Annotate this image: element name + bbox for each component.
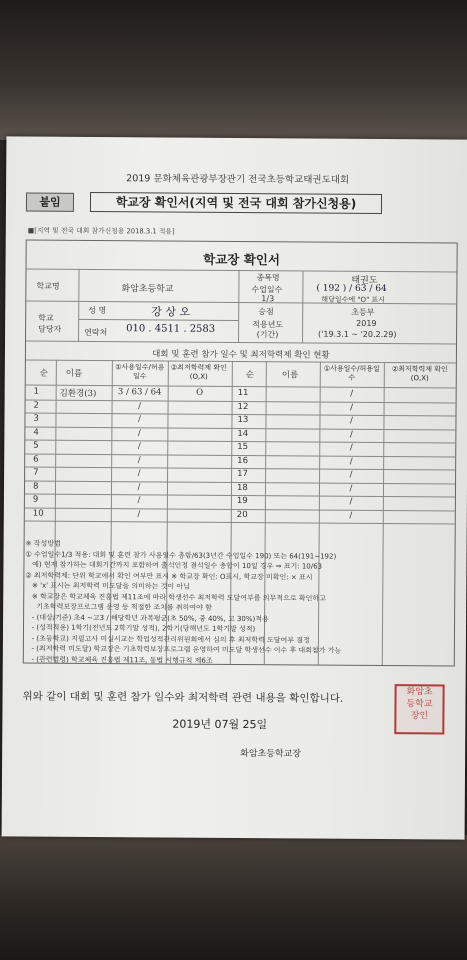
level-label: 승점 [258, 307, 274, 317]
instruction-line: ※ 작성방법 [25, 539, 61, 548]
col-days-right: ①사용일수/허용일수 [323, 364, 380, 382]
instruction-line: ② 최저학력제: 단위 학교에서 확인 여부만 표시 ※ 학교장 확인: O표시, 학교장 미확인: × 표시 [25, 571, 313, 582]
phone-label: 연락처 [84, 327, 108, 338]
signature-date: 2019년 07월 25일 [172, 717, 268, 732]
instruction-line: - (성적적용) 1학기(전년도 2학기말 성적), 2학기(당해년도 1학기말 성적) [24, 623, 256, 634]
row-number-right: 11 [237, 388, 249, 399]
divider [238, 270, 240, 342]
student-name: 김환경(3) [59, 388, 97, 400]
teacher-name: 강 상 오 [151, 305, 191, 319]
days-used-right: / [349, 415, 353, 426]
days-used: / [137, 508, 141, 519]
days-used: / [137, 468, 141, 479]
year-label: 적용년도 (기간) [252, 320, 284, 340]
instruction-line: ※ 학교장은 학교체육 진흥법 제11조에 따라 학생선수 최저학력 도달여부를 의무적으로 확인하고 [25, 592, 326, 603]
year-value: 2019 [356, 318, 377, 328]
row-number: 8 [32, 481, 39, 492]
col-check: ②최저학력제 확인(O,X) [170, 363, 227, 381]
form-version-note: ■[지역 및 전국 대회 참가신청용 2018.3.1 적용] [27, 226, 175, 236]
divider [382, 362, 385, 665]
teacher-label: 학교 담당자 [38, 313, 62, 334]
col-no-right: 순 [245, 370, 255, 381]
divider [302, 270, 304, 342]
days-used: / [137, 481, 141, 492]
row-number: 9 [32, 494, 39, 505]
days-used-right: / [349, 456, 353, 467]
divider [78, 269, 80, 341]
days-used: / [137, 441, 141, 452]
row-number: 6 [33, 454, 39, 465]
days-used: / [138, 414, 141, 425]
row-number-right: 12 [237, 401, 249, 412]
row-divider [25, 521, 455, 525]
official-seal: 화암초 등학교 장인 [394, 684, 444, 734]
instruction-line: ※ 'x' 표시는 최저학력 미도달을 의미하는 것이 아님 [25, 581, 190, 591]
row-number-right: 20 [236, 509, 248, 520]
row-number: 1 [33, 386, 40, 397]
days-used: / [137, 495, 141, 506]
row-number: 5 [33, 440, 39, 451]
row-number-right: 16 [237, 455, 249, 466]
instruction-line: - (최저학력 미도달) 학교장은 기초학력보장프로그램 운영하여 미도달 학생선수 이수 후 대회참가 가능 [24, 644, 342, 655]
document-title: 학교장 확인서 [203, 251, 281, 268]
row-number-right: 17 [237, 469, 248, 480]
phone-number: 010 . 4511 . 2583 [126, 323, 216, 335]
col-days: ①사용일수/허용일수 [115, 363, 165, 381]
event-label: 종목명 [256, 273, 280, 283]
days-used-right: / [350, 388, 354, 399]
class-days-value: ( 192 ) / 63 / 64 [316, 283, 387, 295]
row-number-right: 14 [237, 428, 249, 439]
row-number: 4 [33, 427, 39, 438]
instruction-line: ① 수업일수1/3 적용: 대회 및 훈련 참가 사용일수 총합/63(3년간 수업일수 190) 또는 64(191~192) [25, 550, 337, 561]
school-name: 화암초등학교 [121, 284, 174, 295]
divider [26, 301, 456, 305]
competition-title: 2019 문화체육관광부장관기 전국초등학교태권도대회 [126, 173, 350, 186]
days-used: 3 / 63 / 64 [117, 387, 162, 398]
days-used-right: / [349, 429, 353, 440]
row-number-right: 13 [237, 415, 249, 426]
col-check-right: ②최저학력제 확인(O,X) [391, 365, 448, 383]
instruction-line: 예) 현재 참가하는 대회기간까지 포함하여 출석인정 결석일수 총합이 10일 경우 ⇒ 표기: 10/63 [25, 560, 323, 571]
class-days-label: 수업일수 [251, 285, 283, 295]
days-used-right: / [349, 496, 353, 507]
days-used-right: / [349, 469, 353, 480]
instruction-line: 기초학력보장프로그램 운영 등 적절한 조치를 취하여야 함 [25, 602, 212, 612]
document-paper [2, 136, 467, 839]
days-used: / [137, 427, 141, 438]
level-value: 초등부 [351, 307, 375, 317]
name-label: 성 명 [88, 305, 107, 316]
days-used-right: / [349, 510, 353, 521]
instruction-line: - (관련법령) 학교체육 진흥법 제11조, 동법 시행규칙 제6조 [24, 655, 213, 665]
confirmation-statement: 위와 같이 대회 및 훈련 참가 일수와 최저학력 관련 내용을 확인합니다. [22, 690, 344, 705]
instruction-line: - (대상/기준) 초4 ~고3 / 해당학년 과목평균(초 50%, 중 40%, 고 30%)적용 [25, 613, 269, 623]
one-third-note: 해당일수에 "O" 표시 [321, 295, 386, 305]
divider [27, 269, 457, 273]
col-name-right: 이름 [281, 370, 299, 381]
table-caption: 대회 및 훈련 참가 일수 및 최저학력제 확인 현황 [152, 349, 330, 361]
event-value: 태권도 [351, 275, 378, 286]
row-number-right: 18 [236, 482, 248, 493]
days-used-right: / [349, 483, 353, 494]
row-number: 10 [32, 508, 44, 519]
col-no: 순 [39, 368, 49, 379]
row-number-right: 19 [236, 496, 248, 507]
attachment-badge: 붙임 [26, 193, 74, 212]
instruction-line: - (초등학교) 지필고사 미실시교는 학업성적관리위원회에서 심의 후 최저학력 도달여부 결정 [24, 634, 310, 645]
school-label: 학교명 [36, 281, 60, 291]
divider [26, 341, 456, 345]
row-number: 3 [33, 413, 39, 424]
form-title-box: 학교장 확인서(지역 및 전국 대회 참가신청용) [90, 192, 382, 214]
period-value: ('19.3.1 ~ '20.2.29) [318, 329, 397, 340]
background-bottom [0, 835, 467, 960]
row-number: 2 [33, 400, 40, 411]
days-used: / [138, 400, 142, 411]
col-name: 이름 [65, 368, 83, 379]
row-number-right: 15 [237, 442, 249, 453]
days-used-right: / [349, 442, 353, 453]
achievement-check: O [196, 387, 204, 398]
days-used-right: / [350, 402, 354, 413]
one-third-label: 1/3 [261, 294, 275, 304]
background-top [0, 0, 467, 140]
school-principal: 화암초등학교장 [240, 749, 302, 760]
days-used: / [137, 454, 141, 465]
row-number: 7 [33, 467, 39, 478]
